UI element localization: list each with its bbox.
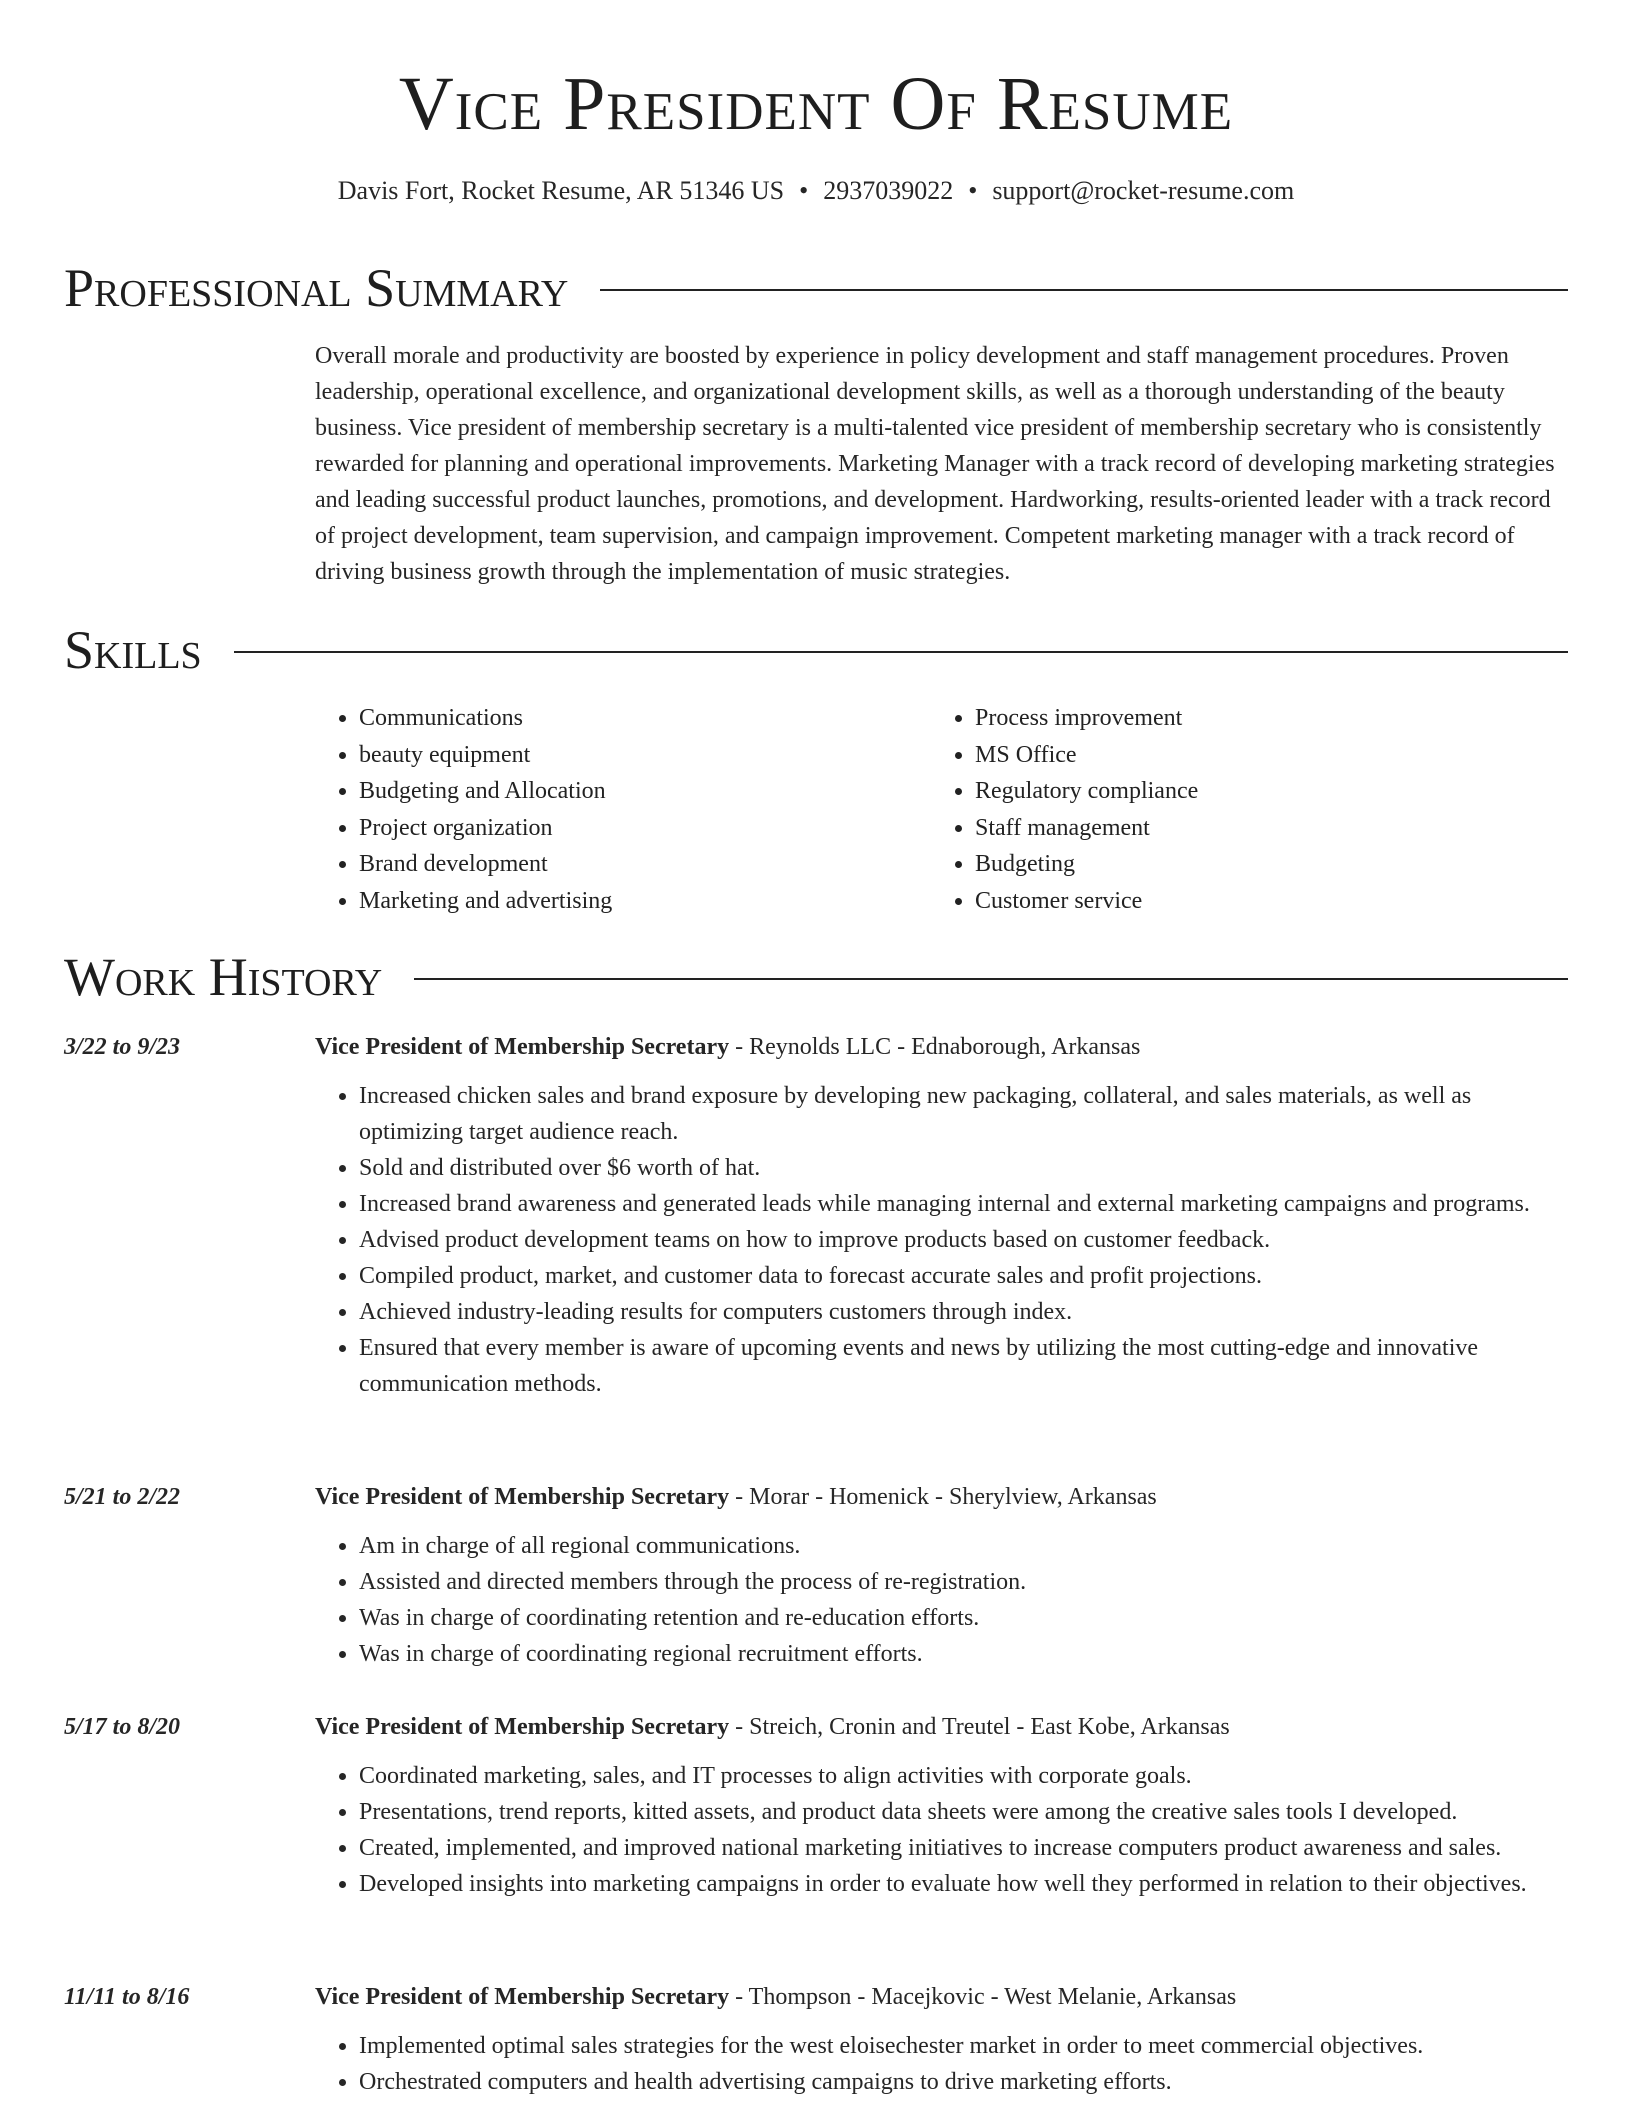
- skills-column-right: [931, 700, 1547, 919]
- job-bullet: • Coordinated marketing, sales, and IT processes to align activities with corporate goals.: [359, 1758, 1570, 1794]
- job-bullet: • Presentations, trend reports, kitted assets, and product data sheets were among the creative sales tools I developed.: [359, 1794, 1570, 1830]
- job-employer: - Morar - Homenick - Sherylview, Arkansas: [729, 1484, 1157, 1510]
- job-dates: 3/22 to 9/23: [64, 1034, 181, 1060]
- skills-list: [315, 700, 1570, 919]
- job-employer: - Streich, Cronin and Treutel - East Kobe, Arkansas: [729, 1714, 1230, 1740]
- job-title-line: [315, 1980, 1236, 2014]
- job-bullets: [315, 1528, 1570, 1672]
- skill-item: • Budgeting: [975, 846, 1547, 883]
- job-title: Vice President of Membership Secretary: [315, 1034, 730, 1060]
- job-dates: 5/21 to 2/22: [64, 1484, 181, 1510]
- job-employer: - Thompson - Macejkovic - West Melanie, Arkansas: [729, 1984, 1237, 2010]
- section-title-summary: Professional Summary: [64, 258, 569, 318]
- job-bullet: • Increased brand awareness and generated leads while managing internal and external marketing campaigns and programs.: [359, 1186, 1570, 1222]
- section-title-work-history: Work History: [64, 947, 383, 1007]
- job-title-line: [315, 1030, 1140, 1064]
- job-bullets: [315, 1758, 1570, 1902]
- section-rule: [414, 978, 1568, 980]
- summary-text: Overall morale and productivity are boosted by experience in policy development and staff management procedures. Proven leadership, operational excellence, and organizational development skills, as well as a thorough understanding of the beauty business. Vice president of membership secretary is a multi-talented vice president of membership secretary who is consistently rewarded for planning and operational improvements. Marketing Manager with a track record of developing marketing strategies and leading successful product launches, promotions, and development. Hardworking, results-oriented leader with a track record of project development, team supervision, and campaign improvement. Competent marketing manager with a track record of driving business growth through the implementation of music strategies.: [315, 343, 1555, 585]
- skill-item: • Marketing and advertising: [359, 883, 931, 920]
- job-bullet: • Achieved industry-leading results for computers customers through index.: [359, 1294, 1570, 1330]
- section-rule: [234, 651, 1568, 653]
- job-bullet: • Increased chicken sales and brand exposure by developing new packaging, collateral, and sales materials, as well as optimizing target audience reach.: [359, 1078, 1570, 1150]
- job-employer: - Reynolds LLC - Ednaborough, Arkansas: [729, 1034, 1141, 1060]
- skills-column-left: [315, 700, 931, 919]
- job-title: Vice President of Membership Secretary: [315, 1484, 730, 1510]
- section-heading-summary: [64, 253, 1568, 323]
- job-bullet: • Assisted and directed members through the process of re-registration.: [359, 1564, 1570, 1600]
- skill-item: • Project organization: [359, 810, 931, 847]
- skill-item: • Regulatory compliance: [975, 773, 1547, 810]
- skill-item: • Staff management: [975, 810, 1547, 847]
- contact-line: [0, 174, 1632, 208]
- skill-item: • beauty equipment: [359, 737, 931, 774]
- job-bullet: • Am in charge of all regional communications.: [359, 1528, 1570, 1564]
- contact-email: support@rocket-resume.com: [992, 176, 1295, 205]
- job-bullets: [315, 2028, 1570, 2100]
- contact-separator: •: [968, 176, 978, 205]
- section-title-skills: Skills: [64, 620, 202, 680]
- job-title: Vice President of Membership Secretary: [315, 1984, 730, 2010]
- job-bullet: • Compiled product, market, and customer data to forecast accurate sales and profit projections.: [359, 1258, 1570, 1294]
- section-heading-work-history: [64, 942, 1568, 1012]
- job-bullet: • Orchestrated computers and health advertising campaigns to drive marketing efforts.: [359, 2064, 1570, 2100]
- job-bullet: • Was in charge of coordinating regional recruitment efforts.: [359, 1636, 1570, 1672]
- job-title: Vice President of Membership Secretary: [315, 1714, 730, 1740]
- section-heading-skills: [64, 615, 1568, 685]
- job-bullet: • Implemented optimal sales strategies for the west eloisechester market in order to meet commercial objectives.: [359, 2028, 1570, 2064]
- contact-address: Davis Fort, Rocket Resume, AR 51346 US: [337, 176, 785, 205]
- job-bullet: • Advised product development teams on how to improve products based on customer feedback.: [359, 1222, 1570, 1258]
- job-dates: 5/17 to 8/20: [64, 1714, 181, 1740]
- skill-item: • Communications: [359, 700, 931, 737]
- skill-item: • Customer service: [975, 883, 1547, 920]
- job-bullet: • Ensured that every member is aware of upcoming events and news by utilizing the most cutting-edge and innovative communication methods.: [359, 1330, 1570, 1402]
- job-bullets: [315, 1078, 1570, 1402]
- resume-name: Vice President Of Resume: [398, 62, 1234, 146]
- section-rule: [600, 289, 1568, 291]
- skill-item: • Budgeting and Allocation: [359, 773, 931, 810]
- contact-phone: 2937039022: [823, 176, 954, 205]
- skill-item: • MS Office: [975, 737, 1547, 774]
- contact-separator: •: [799, 176, 809, 205]
- job-bullet: • Was in charge of coordinating retention and re-education efforts.: [359, 1600, 1570, 1636]
- job-dates: 11/11 to 8/16: [64, 1984, 190, 2010]
- job-title-line: [315, 1710, 1230, 1744]
- skill-item: • Process improvement: [975, 700, 1547, 737]
- job-bullet: • Developed insights into marketing campaigns in order to evaluate how well they performed in relation to their objectives.: [359, 1866, 1570, 1902]
- skill-item: • Brand development: [359, 846, 931, 883]
- job-bullet: • Created, implemented, and improved national marketing initiatives to increase computers product awareness and sales.: [359, 1830, 1570, 1866]
- job-bullet: • Sold and distributed over $6 worth of hat.: [359, 1150, 1570, 1186]
- job-title-line: [315, 1480, 1157, 1514]
